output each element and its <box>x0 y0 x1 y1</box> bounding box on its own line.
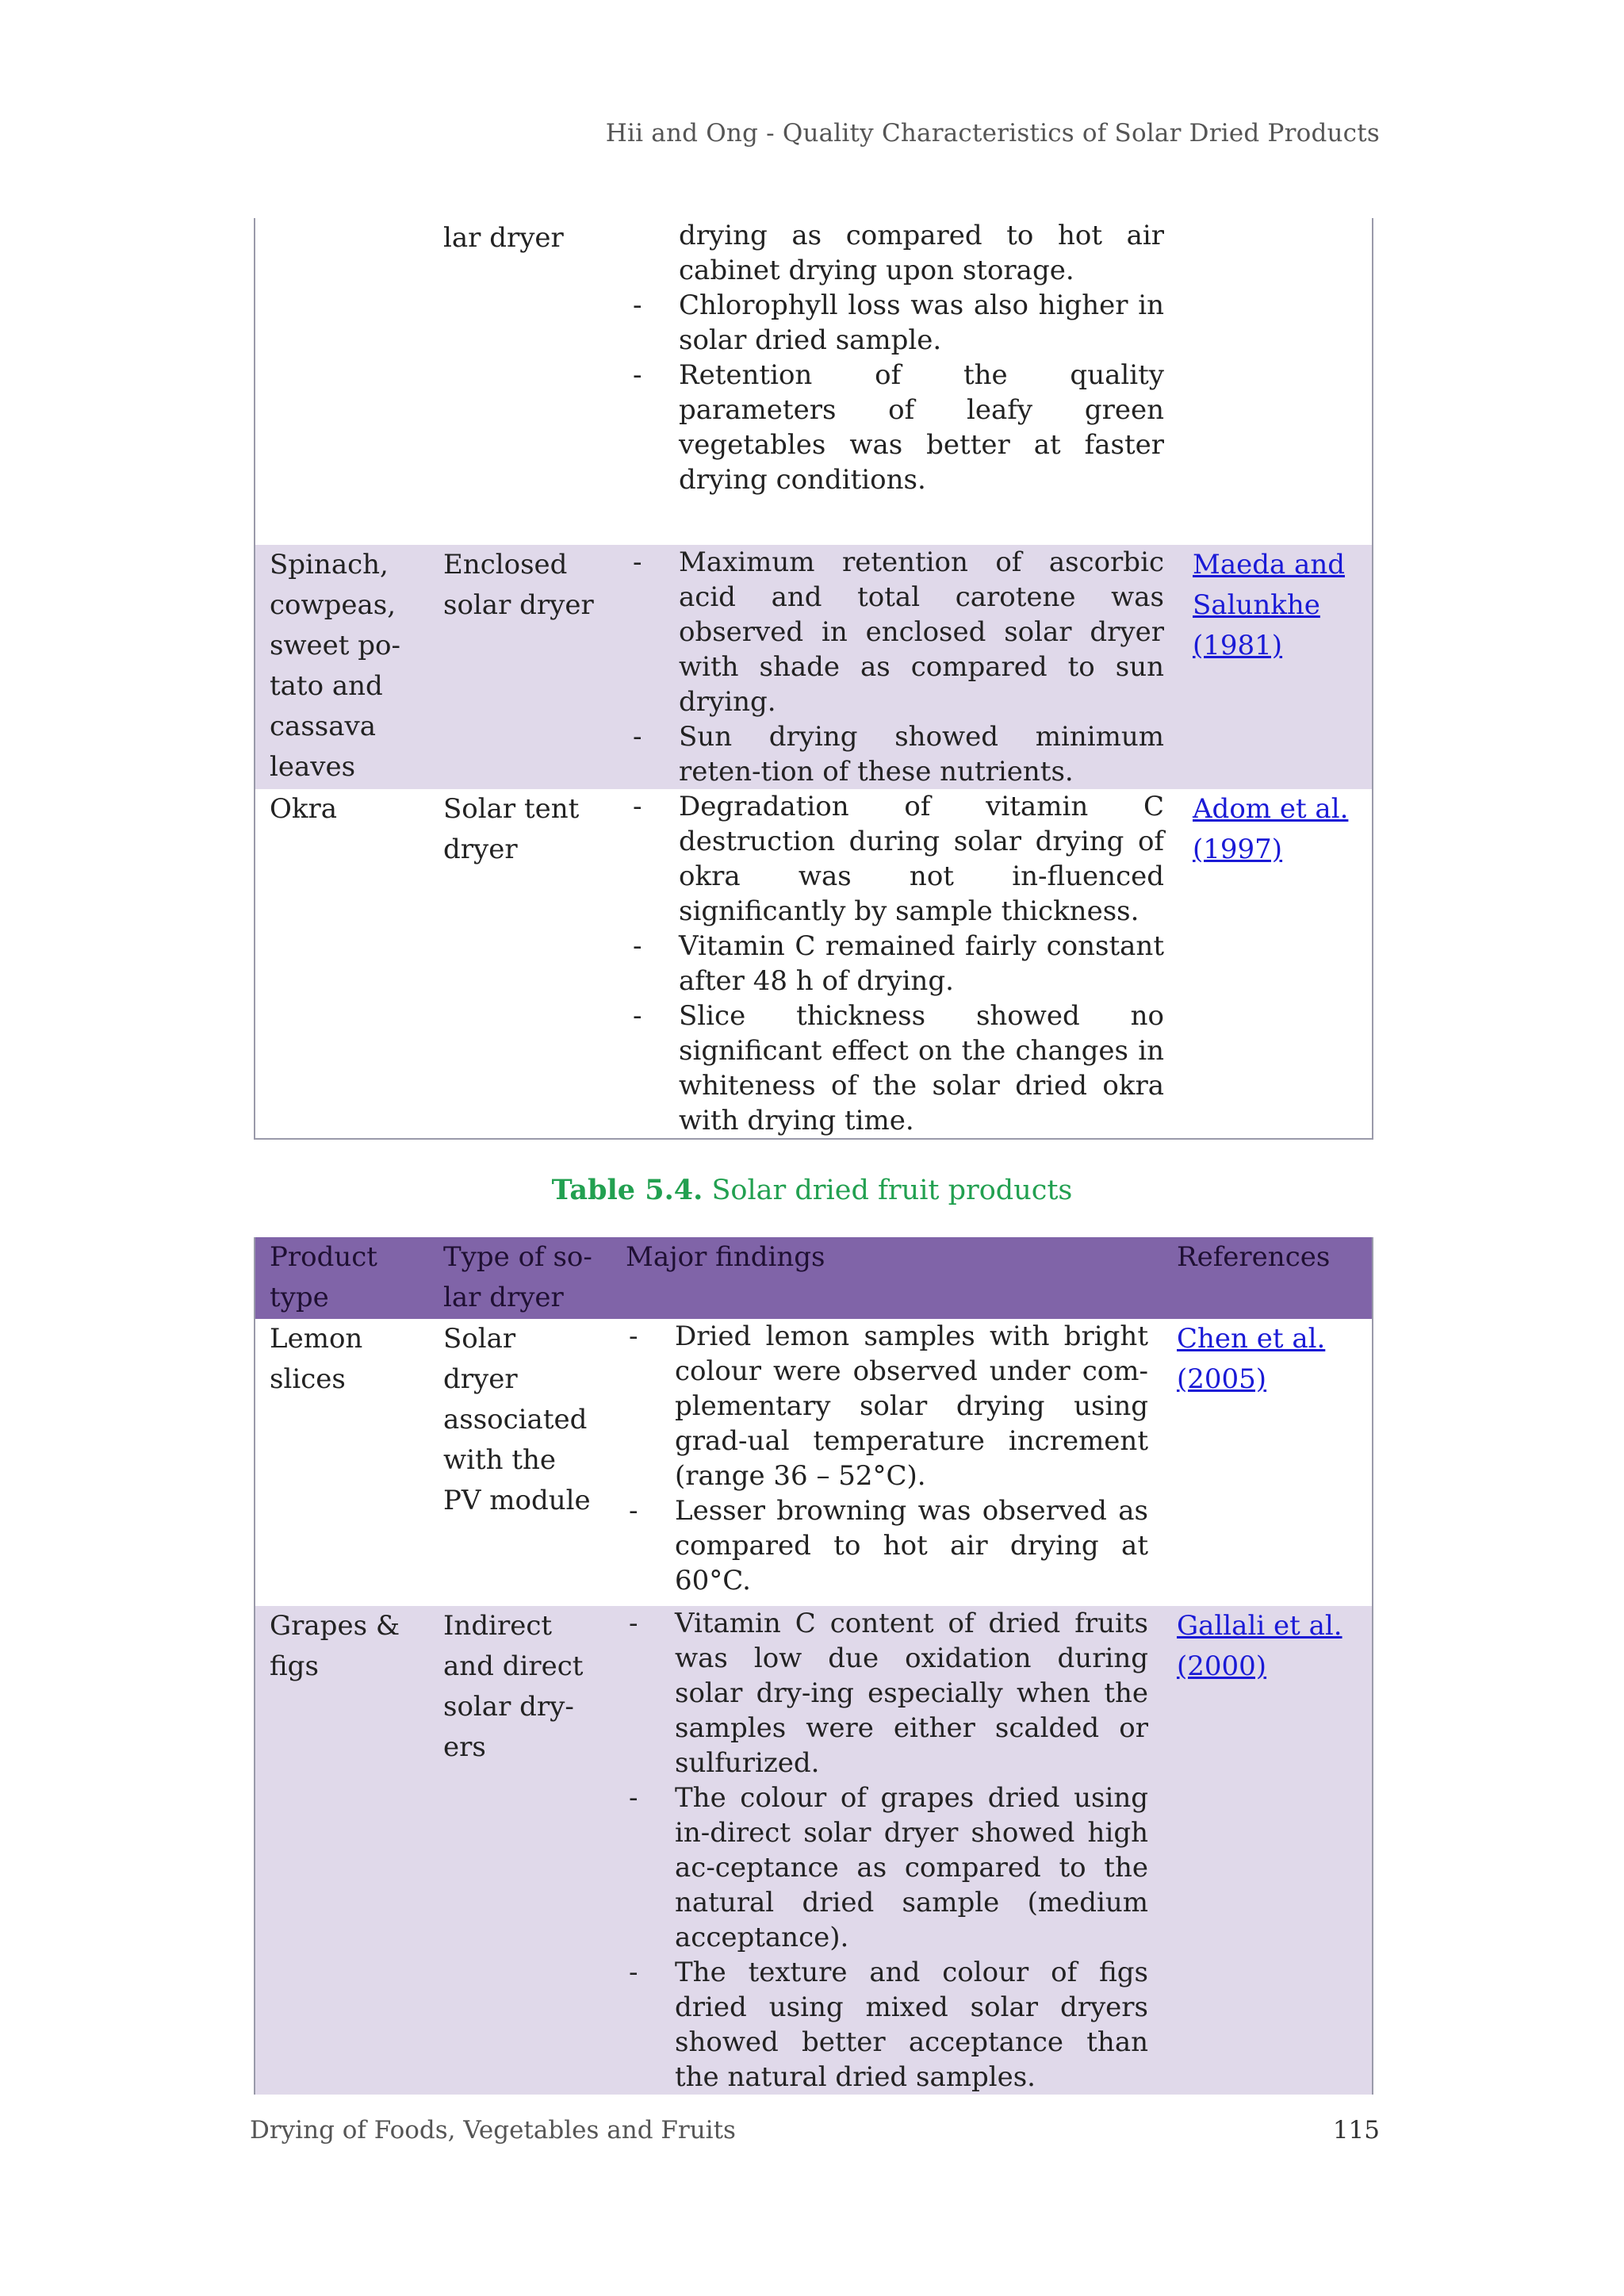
finding-item: - The colour of grapes dried using in-direct solar dryer showed high ac-ceptance as compared to the natural dried sample (medium acceptance). <box>626 1780 1148 1955</box>
header-product: Product type <box>255 1237 429 1319</box>
reference-cell <box>1178 545 1373 789</box>
finding-item: - Lesser browning was observed as compared to hot air drying at 60°C. <box>626 1493 1148 1598</box>
finding-item: - The texture and colour of figs dried using mixed solar dryers showed better acceptance than the natural dried samples. <box>626 1955 1148 2095</box>
dryer-cell: Indirect and direct solar dry-ers <box>429 1606 611 2095</box>
finding-item: - Slice thickness showed no significant effect on the changes in whiteness of the solar dried okra with drying time. <box>630 999 1164 1138</box>
findings-cell <box>615 545 1178 789</box>
table-caption <box>0 1174 1624 1206</box>
table-row <box>255 1319 1373 1606</box>
finding-item: - Vitamin C remained fairly constant after 48 h of drying. <box>630 929 1164 999</box>
finding-item: - Degradation of vitamin C destruction during solar drying of okra was not in-fluenced significantly by sample thickness. <box>630 789 1164 929</box>
header-dryer: Type of so-lar dryer <box>429 1237 611 1319</box>
table-row <box>255 789 1373 1139</box>
fruit-products-table <box>254 1237 1373 2095</box>
reference-link[interactable]: Chen et al. (2005) <box>1177 1323 1326 1395</box>
page-number: 115 <box>1332 2116 1380 2145</box>
finding-item: - Sun drying showed minimum reten-tion of these nutrients. <box>630 719 1164 789</box>
table-header-row <box>255 1237 1373 1319</box>
product-cell <box>255 218 429 545</box>
running-footer-title: Drying of Foods, Vegetables and Fruits <box>250 2116 736 2145</box>
reference-cell <box>1162 1606 1373 2095</box>
header-references: References <box>1162 1237 1373 1319</box>
dryer-cell: lar dryer <box>443 222 564 254</box>
table-row <box>255 1606 1373 2095</box>
findings-cell <box>615 789 1178 1139</box>
finding-item: - Retention of the quality parameters of leafy green vegetables was better at faster drying conditions. <box>630 358 1164 497</box>
vegetables-table-continued <box>254 218 1373 1140</box>
finding-item: - Dried lemon samples with bright colour were observed under com-plementary solar drying using grad-ual temperature increment (range 36 – 52°C). <box>626 1319 1148 1493</box>
product-cell: Grapes & figs <box>255 1606 429 2095</box>
finding-continuation: drying as compared to hot air cabinet drying upon storage. <box>679 220 1164 286</box>
product-cell: Spinach, cowpeas, sweet po-tato and cassava leaves <box>255 545 429 789</box>
reference-link[interactable]: Adom et al. (1997) <box>1193 793 1349 865</box>
finding-item: - Vitamin C content of dried fruits was low due oxidation during solar dry-ing especially when the samples were either scalded or sulfurized. <box>626 1606 1148 1780</box>
reference-link[interactable]: Maeda and Salunkhe (1981) <box>1193 549 1345 661</box>
reference-cell <box>1178 789 1373 1139</box>
header-findings: Major findings <box>611 1237 1162 1319</box>
running-header: Hii and Ong - Quality Characteristics of Solar Dried Products <box>605 119 1380 148</box>
product-cell: Lemon slices <box>270 1323 363 1395</box>
caption-text: Solar dried fruit products <box>711 1175 1073 1206</box>
dryer-cell: Solar tent dryer <box>443 793 580 865</box>
table-row <box>255 218 1373 545</box>
caption-label: Table 5.4. <box>551 1174 703 1206</box>
findings-cell <box>611 1319 1162 1606</box>
dryer-cell: Solar dryer associated with the PV module <box>443 1323 591 1516</box>
finding-item: - Maximum retention of ascorbic acid and total carotene was observed in enclosed solar dryer with shade as compared to sun drying. <box>630 545 1164 719</box>
reference-cell <box>1162 1319 1373 1606</box>
findings-cell <box>615 218 1178 545</box>
reference-link[interactable]: Gallali et al. (2000) <box>1177 1610 1342 1682</box>
finding-item: - Chlorophyll loss was also higher in solar dried sample. <box>630 288 1164 358</box>
reference-cell <box>1178 218 1373 545</box>
findings-cell <box>611 1606 1162 2095</box>
product-cell: Okra <box>270 793 337 825</box>
dryer-cell: Enclosed solar dryer <box>429 545 615 789</box>
table-row <box>255 545 1373 789</box>
